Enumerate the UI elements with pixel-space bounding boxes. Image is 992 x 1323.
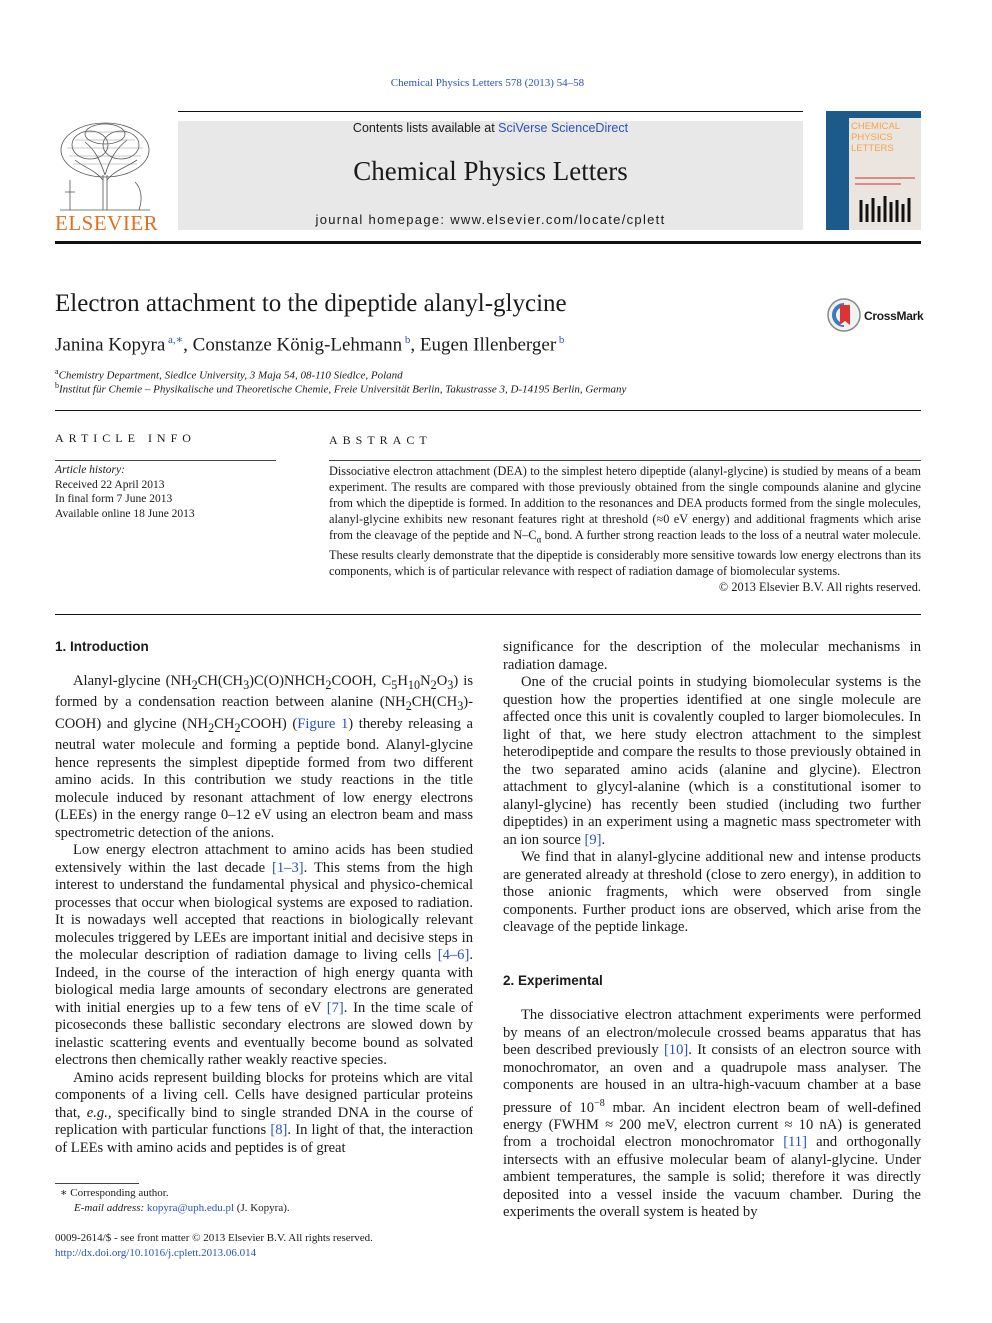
paragraph: We find that in alanyl-glycine additional new and intense products are generated already at threshold (close to zero energy), in addition to those anionic fragments, which were observed from single components. Further product ions are observed, which arise from the cleavage of the peptide linkage. xyxy=(503,849,921,935)
header-top-rule xyxy=(178,111,803,112)
header-bottom-rule xyxy=(55,241,921,244)
reference-link[interactable]: [1–3] xyxy=(272,859,304,876)
abstract-bottom-rule xyxy=(55,614,921,615)
homepage-link[interactable]: www.elsevier.com/locate/cplett xyxy=(450,212,666,227)
paragraph: Alanyl-glycine ($NH_2CH(CH_3)C(O)NHCH_2COOH$, $C_5H_{10}N_2O_3$) is formed by a condensation reaction between alanine $(NH_2CH(CH_3)-COOH)$ and glycine $(NH_2CH_2COOH)$ (Figure 1) thereby releasing a neutral water molecule and forming a peptide bond. Alanyl-glycine hence represents the simplest dipeptide formed from two different amino acids. In this contribution we study reactions in the title molecule induced by resonant attachment of low energy electrons (LEEs) in the energy range 0–12 eV using an electron beam and mass spectrometric detection of the anions. xyxy=(55,673,474,841)
author-affiliation-marker[interactable]: a,∗ xyxy=(168,334,184,346)
doi-link[interactable]: http://dx.doi.org/10.1016/j.cplett.2013.06.014 xyxy=(55,1246,257,1259)
elsevier-tree-logo xyxy=(55,120,155,212)
issn-line: 0009-2614/$ - see front matter © 2013 Elsevier B.V. All rights reserved. xyxy=(55,1232,373,1244)
reference-link[interactable]: [11] xyxy=(783,1134,807,1151)
paragraph: One of the crucial points in studying biomolecular systems is the question how the properties identified at one single molecule are affected once this unit is covalently coupled to larger biomolecules. In light of that, we here study electron attachment to the simplest heterodipeptide and compare the results to those previously obtained in the two separated amino acids (alanine and glycine). Electron attachment to glycyl-alanine (which is a constitutional isomer to alanyl-glycine) has recently been studied (including two further dipeptides) in an experiment using a magnetic mass spectrometer with an ion source [9]. xyxy=(503,674,921,848)
journal-title: Chemical Physics Letters xyxy=(353,156,628,186)
author-name: Constanze König-Lehmann xyxy=(192,334,403,356)
affiliation: $^a$Chemistry Department, Siedlce University, 3 Maja 54, 08-110 Siedlce, Poland xyxy=(55,367,403,382)
footnote-rule xyxy=(55,1183,139,1184)
journal-homepage: journal homepage: www.elsevier.com/locate/cplett xyxy=(315,212,666,227)
cover-graphic xyxy=(851,160,919,228)
author-name: Janina Kopyra xyxy=(55,334,166,356)
reference-link[interactable]: [7] xyxy=(326,999,344,1016)
affiliation-rule xyxy=(55,410,921,411)
abstract-rule xyxy=(329,460,921,461)
corresponding-author-note: ∗ Corresponding author. xyxy=(60,1187,169,1199)
author-list: Janina Kopyra $^{a,∗}$, Constanze König-Lehmann $^b$, Eugen Illenberger $^b$ xyxy=(55,334,565,356)
article-info-rule xyxy=(55,460,276,461)
author-affiliation-marker[interactable]: b xyxy=(404,334,411,346)
intro-column-left xyxy=(55,673,473,1157)
crossmark-label[interactable]: CrossMark xyxy=(864,309,924,323)
paragraph: Amino acids represent building blocks for proteins which are vital components of a living cell. Cells have designed particular proteins that, e.g., specifically bind to single stranded DNA in the course of replication with particular functions [8]. In light of that, the interaction of LEEs with amino acids and peptides is of great xyxy=(55,1069,474,1156)
crossmark-icon[interactable] xyxy=(826,297,862,333)
paragraph: significance for the description of the molecular mechanisms in radiation damage. xyxy=(503,639,921,673)
article-info-heading: ARTICLE INFO xyxy=(55,431,196,445)
reference-link[interactable]: [10] xyxy=(663,1042,689,1058)
paragraph: Low energy electron attachment to amino acids has been studied extensively within the last decade [1–3]. This stems from the high interest to understand the fundamental physical and physico-chemical processes that occur when biological systems are exposed to radiation. It is nowadays well accepted that reactions in biologically relevant molecules triggered by LEEs are important initial and decisive steps in the molecular description of radiation damage to living cells [4–6]. Indeed, in the course of the interaction of high energy quanta with biological media large amounts of secondary electrons are generated with initial energies up to a few tens of eV [7]. In the time scale of picoseconds these ballistic secondary electrons are slowed down by inelastic scattering events and eventually become bound as solvated electrons then chemically rather weakly reactive species. xyxy=(55,842,473,1069)
publisher-name: ELSEVIER xyxy=(55,211,159,235)
intro-column-right xyxy=(503,639,921,937)
abstract-text: Dissociative electron attachment (DEA) to the simplest hetero dipeptide (alanyl-glycine) is studied by means of a beam experiment. The results are compared with those previously obtained from the single compounds alanine and glycine from which the dipeptide is formed. In addition to the resonances and DEA products formed from the single molecules, alanyl-glycine exhibits new resonant features right at threshold (≈0 eV energy) and additional fragments which arise from the cleavage of the peptide and $N-C_\alpha$ bond. A further strong reaction leads to the loss of a neutral water molecule. These results clearly demonstrate that the dipeptide is considerably more sensitive towards low energy electrons than its components, which is of particular relevance with respect of radiation damage of biomolecular systems. © 2013 Elsevier B.V. All rights reserved. xyxy=(329,464,921,595)
footnotes: ∗ Corresponding author. E-mail address: kopyra@uph.edu.pl (J. Kopyra). xyxy=(60,1186,480,1215)
author-name: Eugen Illenberger xyxy=(419,334,557,356)
front-matter xyxy=(55,1231,495,1260)
reference-link[interactable]: [8] xyxy=(270,1122,288,1139)
journal-reference[interactable]: Chemical Physics Letters 578 (2013) 54–58 xyxy=(390,77,585,89)
section-heading: 2. Experimental xyxy=(503,973,603,988)
reference-link[interactable]: [4–6] xyxy=(437,947,470,964)
copyright-line: © 2013 Elsevier B.V. All rights reserved. xyxy=(718,580,921,595)
cover-title: CHEMICAL PHYSICS LETTERS xyxy=(851,121,900,154)
experimental-column xyxy=(503,1007,921,1222)
paragraph: The dissociative electron attachment experiments were performed by means of an electron/molecule crossed beams apparatus that has been described previously [10]. It consists of an electron source with monochromator, an oven and a quadrupole mass analyser. The components are housed in an ultra-high-vacuum chamber at a base pressure of $10^{-8}$ mbar. An incident electron beam of well-defined energy (FWHM ≈ 200 meV, electron current ≈ 10 nA) is generated from a trochoidal electron monochromator [11] and orthogonally intersects with an effusive molecular beam of alanyl-glycine. Under ambient temperatures, the sample is solid; therefore it was directly deposited into a vessel inside the vacuum chamber. During the experiments the overall system is heated by xyxy=(503,1007,922,1221)
affiliation: $^b$Institut für Chemie – Physikalische und Theoretische Chemie, Freie Universität Berlin, Takustrasse 3, D-14195 Berlin, Germany xyxy=(55,381,627,396)
figure-link[interactable]: Figure 1 xyxy=(297,715,349,732)
reference-link[interactable]: [9] xyxy=(584,831,602,848)
article-history: Article history: Received 22 April 2013 In final form 7 June 2013 Available online 18 June 2013 xyxy=(55,464,195,520)
paper-title: Electron attachment to the dipeptide alanyl-glycine xyxy=(55,290,567,317)
sciencedirect-link[interactable]: SciVerse ScienceDirect xyxy=(498,121,629,135)
author-affiliation-marker[interactable]: b xyxy=(558,334,565,346)
email-link[interactable]: kopyra@uph.edu.pl xyxy=(146,1201,235,1214)
contents-line: Contents lists available at SciVerse ScienceDirect xyxy=(352,121,629,135)
section-heading: 1. Introduction xyxy=(55,639,149,654)
abstract-heading: ABSTRACT xyxy=(329,433,432,447)
